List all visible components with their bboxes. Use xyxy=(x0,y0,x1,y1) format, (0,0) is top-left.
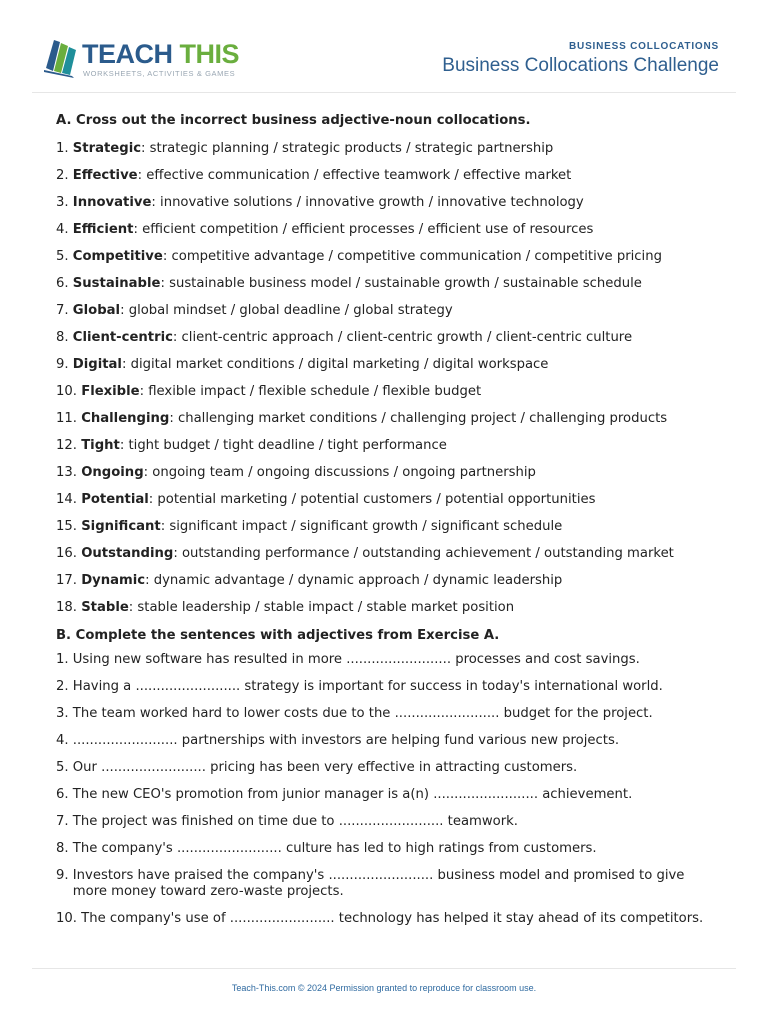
item-number: 18. xyxy=(56,600,77,615)
item-number: 5. xyxy=(56,760,73,775)
item-number: 9. xyxy=(56,357,69,372)
item-options: : competitive advantage / competitive communication / competitive pricing xyxy=(162,249,662,264)
item-options: : global mindset / global deadline / global strategy xyxy=(120,303,453,318)
item-number: 13. xyxy=(56,465,77,480)
item-options: : efficient competition / efficient processes / efficient use of resources xyxy=(133,222,594,237)
collocation-item xyxy=(56,246,716,273)
item-options: : innovative solutions / innovative growth / innovative technology xyxy=(151,195,584,210)
footer-copyright: Teach-This.com © 2024 Permission granted to reproduce for classroom use. xyxy=(231,983,537,993)
item-options: : effective communication / effective teamwork / effective market xyxy=(137,168,572,183)
sentence-item xyxy=(56,733,716,749)
item-options: : digital market conditions / digital marketing / digital workspace xyxy=(121,357,549,372)
item-adjective: Digital xyxy=(72,357,122,372)
item-adjective: Effective xyxy=(72,168,138,183)
item-number: 10. xyxy=(56,911,82,926)
item-options: : ongoing team / ongoing discussions / ongoing partnership xyxy=(143,465,536,480)
sentence-text: Using new software has resulted in more ......................... processes and cost savings. xyxy=(72,652,640,667)
item-adjective: Challenging xyxy=(81,411,170,426)
sentence-item xyxy=(56,868,716,900)
section-a-list xyxy=(56,138,716,624)
item-number: 14. xyxy=(56,492,77,507)
item-number: 2. xyxy=(56,679,73,694)
item-adjective: Competitive xyxy=(72,249,163,264)
sentence-item xyxy=(56,652,716,668)
item-number: 15. xyxy=(56,519,77,534)
item-number: 1. xyxy=(56,141,69,156)
item-options: : potential marketing / potential customers / potential opportunities xyxy=(148,492,596,507)
section-a-title: A. Cross out the incorrect business adjective-noun collocations. xyxy=(56,113,531,128)
collocation-item xyxy=(56,273,716,300)
item-number: 8. xyxy=(56,841,73,856)
collocation-item xyxy=(56,192,716,219)
item-number: 10. xyxy=(56,384,77,399)
sentence-text: Investors have praised the company's ......................... business model and promised to give more money toward zero-waste projects. xyxy=(72,868,685,899)
collocation-item xyxy=(56,516,716,543)
item-adjective: Flexible xyxy=(81,384,140,399)
teach-this-logo[interactable] xyxy=(44,38,244,82)
item-options: : significant impact / significant growth / significant schedule xyxy=(160,519,563,534)
item-number: 7. xyxy=(56,814,73,829)
sentence-text: The team worked hard to lower costs due to the ......................... budget for the project. xyxy=(72,706,653,721)
item-number: 3. xyxy=(56,195,69,210)
item-options: : outstanding performance / outstanding achievement / outstanding market xyxy=(173,546,674,561)
sentence-item xyxy=(56,787,716,803)
item-number: 9. xyxy=(56,868,73,883)
item-adjective: Strategic xyxy=(72,141,142,156)
collocation-item xyxy=(56,354,716,381)
item-options: : challenging market conditions / challenging project / challenging products xyxy=(169,411,668,426)
logo-word-teach: TEACH xyxy=(82,39,173,69)
item-number: 16. xyxy=(56,546,77,561)
collocation-item xyxy=(56,138,716,165)
item-options: : tight budget / tight deadline / tight performance xyxy=(119,438,447,453)
item-adjective: Global xyxy=(72,303,121,318)
sentence-text: The company's use of ......................... technology has helped it stay ahead of its competitors. xyxy=(81,911,704,926)
item-adjective: Stable xyxy=(81,600,129,615)
logo-wordmark xyxy=(82,40,239,68)
item-adjective: Client-centric xyxy=(72,330,173,345)
collocation-item xyxy=(56,300,716,327)
item-number: 6. xyxy=(56,787,73,802)
item-adjective: Outstanding xyxy=(81,546,174,561)
sentence-item xyxy=(56,911,716,927)
item-adjective: Potential xyxy=(81,492,149,507)
logo-tagline: WORKSHEETS, ACTIVITIES & GAMES xyxy=(83,69,236,78)
collocation-item xyxy=(56,597,716,624)
item-options: : strategic planning / strategic products / strategic partnership xyxy=(141,141,554,156)
item-number: 4. xyxy=(56,222,69,237)
collocation-item xyxy=(56,408,716,435)
item-number: 4. xyxy=(56,733,73,748)
collocation-item xyxy=(56,489,716,516)
item-adjective: Sustainable xyxy=(72,276,161,291)
collocation-item xyxy=(56,219,716,246)
collocation-item xyxy=(56,327,716,354)
page-title: Business Collocations Challenge xyxy=(442,55,719,76)
sentence-text: Having a ......................... strategy is important for success in today's international world. xyxy=(72,679,663,694)
sentence-text: Our ......................... pricing has been very effective in attracting customers. xyxy=(72,760,578,775)
item-number: 1. xyxy=(56,652,73,667)
item-number: 3. xyxy=(56,706,73,721)
item-number: 11. xyxy=(56,411,77,426)
collocation-item xyxy=(56,462,716,489)
collocation-item xyxy=(56,543,716,570)
sentence-text: The company's ......................... culture has led to high ratings from customers. xyxy=(72,841,597,856)
item-number: 17. xyxy=(56,573,77,588)
header-titles xyxy=(442,41,719,77)
sentence-item xyxy=(56,814,716,830)
sentence-text: The project was finished on time due to ......................... teamwork. xyxy=(72,814,519,829)
collocation-item xyxy=(56,381,716,408)
item-options: : stable leadership / stable impact / stable market position xyxy=(128,600,515,615)
item-number: 7. xyxy=(56,303,69,318)
sentence-item xyxy=(56,706,716,722)
item-adjective: Significant xyxy=(81,519,161,534)
item-number: 8. xyxy=(56,330,69,345)
item-options: : sustainable business model / sustainable growth / sustainable schedule xyxy=(160,276,642,291)
item-number: 5. xyxy=(56,249,69,264)
section-b-list xyxy=(56,652,716,927)
category-kicker: BUSINESS COLLOCATIONS xyxy=(569,41,719,52)
section-b-title: B. Complete the sentences with adjectives from Exercise A. xyxy=(56,628,500,643)
collocation-item xyxy=(56,435,716,462)
item-options: : dynamic advantage / dynamic approach / dynamic leadership xyxy=(145,573,563,588)
book-logo-icon xyxy=(44,38,80,78)
item-adjective: Tight xyxy=(81,438,120,453)
item-options: : client-centric approach / client-centric growth / client-centric culture xyxy=(172,330,633,345)
sentence-text: The new CEO's promotion from junior manager is a(n) ......................... achievement. xyxy=(72,787,633,802)
item-number: 12. xyxy=(56,438,77,453)
item-number: 6. xyxy=(56,276,69,291)
worksheet-content xyxy=(56,112,716,938)
item-adjective: Ongoing xyxy=(81,465,144,480)
sentence-item xyxy=(56,679,716,695)
item-options: : flexible impact / flexible schedule / flexible budget xyxy=(139,384,482,399)
collocation-item xyxy=(56,570,716,597)
sentence-text: ......................... partnerships with investors are helping fund various new projects. xyxy=(72,733,620,748)
logo-word-this: THIS xyxy=(179,39,240,69)
page-footer xyxy=(32,968,736,993)
item-number: 2. xyxy=(56,168,69,183)
item-adjective: Efficient xyxy=(72,222,134,237)
item-adjective: Innovative xyxy=(72,195,152,210)
sentence-item xyxy=(56,841,716,857)
page-header xyxy=(32,30,736,93)
item-adjective: Dynamic xyxy=(81,573,146,588)
sentence-item xyxy=(56,760,716,776)
collocation-item xyxy=(56,165,716,192)
